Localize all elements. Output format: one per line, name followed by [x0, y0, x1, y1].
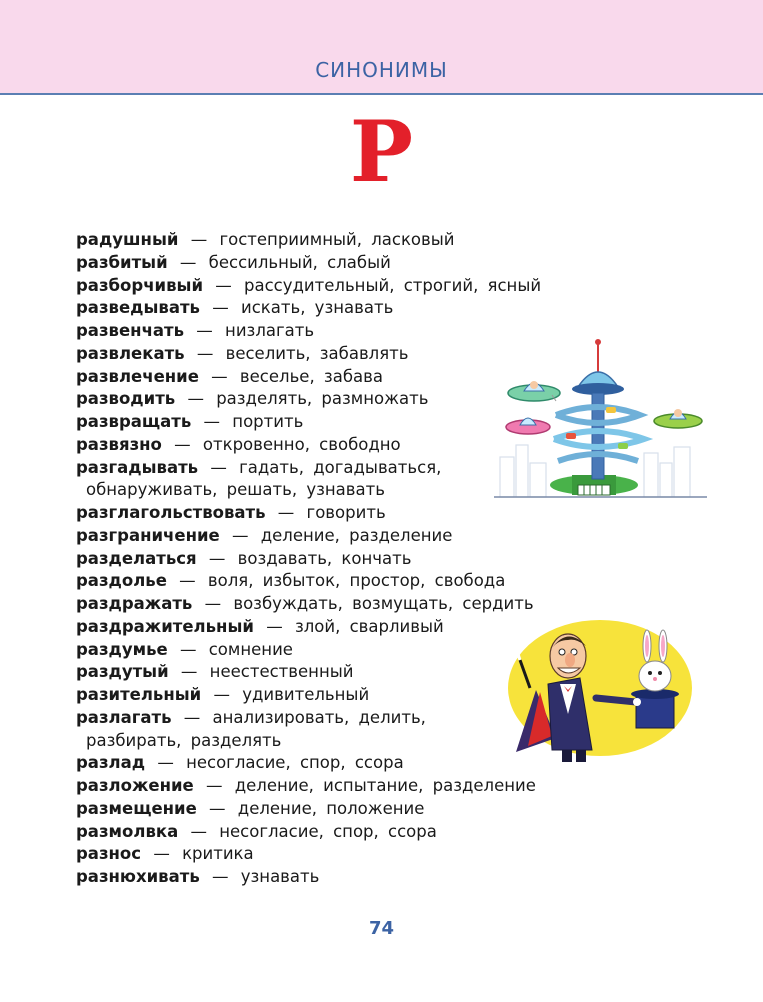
em-dash: — [212, 298, 229, 318]
synonyms-text: веселье, забава [239, 366, 383, 386]
carousel-illustration [494, 335, 707, 500]
synonyms-text: бессильный, слабый [208, 252, 391, 272]
headword: развязно [76, 434, 162, 454]
synonyms-text: рассудительный, строгий, ясный [244, 275, 542, 295]
synonyms-text: деление, положение [237, 798, 425, 818]
synonyms-text: откровенно, свободно [202, 434, 401, 454]
headword: разведывать [76, 298, 200, 318]
synonyms-text: веселить, забавлять [225, 343, 409, 363]
synonym-entry [76, 593, 716, 616]
synonym-entry [76, 775, 716, 798]
synonyms-text: воздавать, кончать [237, 548, 412, 568]
headword: разглагольствовать [76, 503, 266, 522]
headword: разграничение [76, 525, 220, 545]
em-dash: — [211, 366, 228, 386]
headword: развлекать [76, 343, 185, 363]
synonyms-text: низлагать [225, 321, 315, 340]
headword: разбитый [76, 252, 168, 272]
em-dash: — [174, 434, 191, 454]
headword: разительный [76, 685, 202, 704]
synonym-entry [76, 229, 716, 252]
synonyms-text: анализировать, делить, [212, 707, 426, 727]
synonyms-text: портить [232, 412, 304, 431]
synonym-entry [76, 821, 716, 844]
headword: размолвка [76, 821, 179, 841]
headword: радушный [76, 230, 179, 249]
synonyms-text: возбуждать, возмущать, сердить [233, 594, 534, 613]
em-dash: — [203, 412, 221, 431]
em-dash: — [153, 844, 170, 864]
headword: разложение [76, 776, 194, 795]
synonym-entry [76, 798, 716, 821]
magician-illustration [500, 618, 692, 768]
synonyms-text: воля, избыток, простор, свобода [207, 571, 506, 591]
synonyms-text: гостеприимный, ласковый [219, 230, 455, 249]
alphabet-letter: Р [349, 102, 414, 201]
synonym-entry [76, 866, 716, 889]
headword: раздражительный [76, 616, 254, 636]
synonym-entry [76, 548, 716, 571]
synonyms-text: удивительный [242, 685, 370, 704]
em-dash: — [212, 867, 229, 886]
synonyms-text: несогласие, спор, ссора [219, 821, 437, 841]
em-dash: — [204, 594, 222, 613]
synonyms-text: гадать, догадываться, [239, 457, 442, 477]
synonyms-text: несогласие, спор, ссора [186, 753, 404, 773]
em-dash: — [205, 776, 223, 795]
em-dash: — [266, 616, 283, 636]
section-title: СИНОНИМЫ [315, 58, 448, 82]
synonym-continuation: разбирать, разделять [86, 730, 282, 750]
synonyms-text: неестественный [209, 662, 354, 682]
synonym-entry [76, 297, 716, 320]
synonyms-text: деление, разделение [260, 525, 453, 545]
page-number: 74 [368, 918, 395, 939]
em-dash: — [210, 457, 227, 477]
synonyms-text: критика [182, 844, 254, 864]
headword: разлагать [76, 707, 172, 727]
em-dash: — [180, 662, 198, 682]
synonym-entry [76, 525, 716, 548]
synonym-entry [76, 843, 716, 866]
headword: раздумье [76, 639, 168, 659]
em-dash: — [277, 503, 295, 522]
headword: разводить [76, 389, 176, 409]
em-dash: — [208, 548, 226, 568]
headword: разлад [76, 753, 146, 773]
headword: раздутый [76, 662, 169, 682]
synonyms-text: злой, сварливый [294, 616, 444, 636]
synonyms-text: говорить [306, 503, 386, 522]
em-dash: — [196, 321, 213, 340]
synonym-list [76, 229, 716, 889]
headword: раздолье [76, 571, 167, 591]
headword: разделаться [76, 548, 197, 568]
synonym-entry [76, 570, 716, 593]
em-dash: — [187, 389, 204, 409]
synonyms-text: искать, узнавать [240, 298, 394, 318]
em-dash: — [179, 571, 196, 591]
headword: раздражать [76, 594, 193, 613]
headword: развращать [76, 412, 192, 431]
em-dash: — [231, 525, 249, 545]
em-dash: — [183, 707, 201, 727]
synonym-entry [76, 502, 716, 525]
synonyms-text: узнавать [240, 867, 320, 886]
headword: развлечение [76, 366, 199, 386]
em-dash: — [179, 639, 197, 659]
em-dash: — [213, 685, 230, 704]
synonyms-text: деление, испытание, разделение [234, 776, 536, 795]
synonym-continuation: обнаруживать, решать, узнавать [86, 480, 385, 500]
synonym-entry [76, 275, 716, 298]
em-dash: — [196, 343, 214, 363]
synonyms-text: разделять, размножать [216, 389, 429, 409]
headword: разнос [76, 844, 142, 864]
headword: разгадывать [76, 457, 199, 477]
headword: развенчать [76, 321, 185, 340]
em-dash: — [190, 230, 208, 249]
em-dash: — [179, 252, 197, 272]
em-dash: — [209, 798, 226, 818]
synonym-entry [76, 252, 716, 275]
em-dash: — [157, 753, 174, 773]
headword: размещение [76, 798, 197, 818]
synonyms-text: сомнение [208, 639, 293, 659]
headword: разнюхивать [76, 867, 200, 886]
headword: разборчивый [76, 275, 204, 295]
em-dash: — [215, 275, 232, 295]
em-dash: — [190, 821, 207, 841]
